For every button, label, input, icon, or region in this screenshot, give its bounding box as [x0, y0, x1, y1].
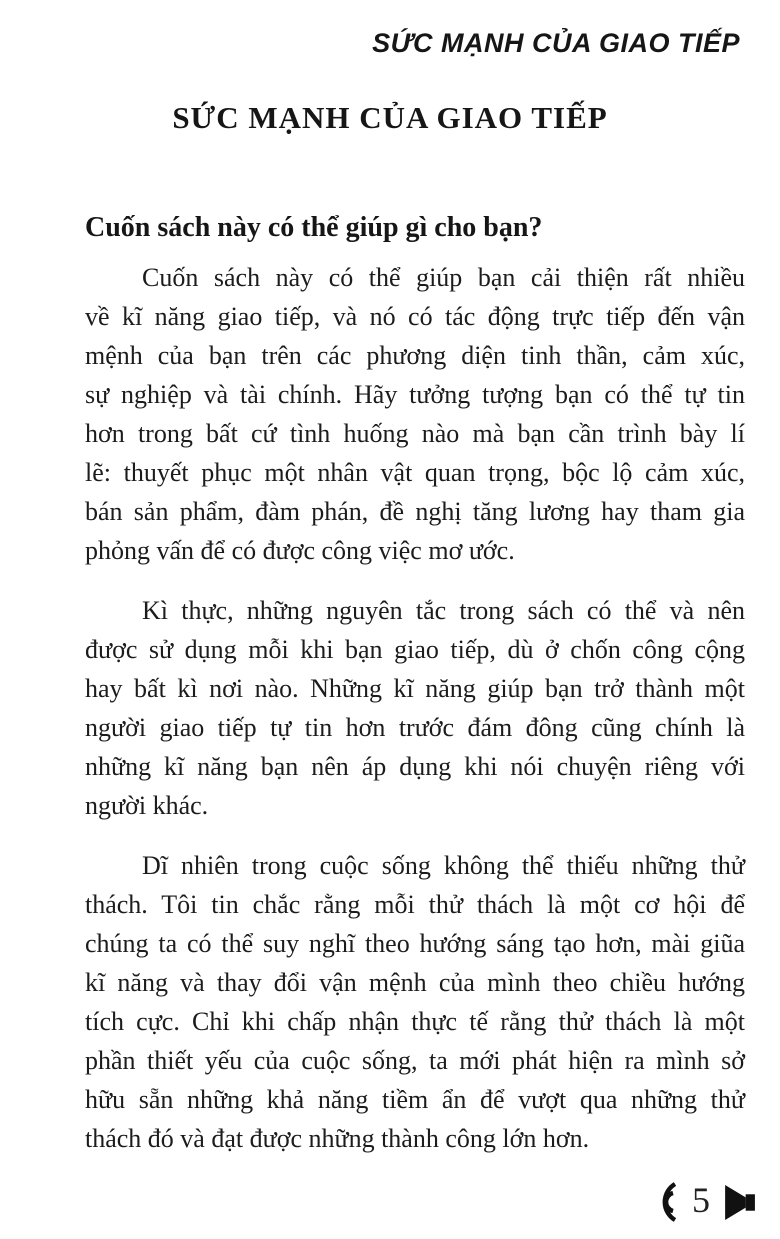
text-line: thách đó và đạt được những thành công lớn hơn. — [85, 1124, 590, 1153]
text-line: phần thiết yếu của cuộc sống, ta mới phát hiện ra mình sở — [85, 1046, 745, 1075]
text-line: kĩ năng và thay đổi vận mệnh của mình theo chiều hướng — [85, 968, 745, 997]
text-line: bán sản phẩm, đàm phán, đề nghị tăng lương hay tham gia — [85, 497, 745, 526]
text-line: người khác. — [85, 791, 209, 820]
paragraph — [85, 591, 745, 825]
sound-waves-icon — [661, 1182, 679, 1222]
page-footer — [661, 1182, 756, 1222]
running-header: SỨC MẠNH CỦA GIAO TIẾP — [372, 28, 740, 58]
text-line: phỏng vấn để có được công việc mơ ước. — [85, 536, 515, 565]
text-line: Kì thực, những nguyên tắc trong sách có thể và nên — [142, 596, 745, 625]
text-line: hay bất kì nơi nào. Những kĩ năng giúp bạn trở thành một — [85, 674, 745, 703]
section-heading: Cuốn sách này có thể giúp gì cho bạn? — [85, 212, 543, 243]
text-line: những kĩ năng bạn nên áp dụng khi nói chuyện riêng với — [85, 752, 745, 781]
paragraph — [85, 846, 745, 1158]
text-line: lẽ: thuyết phục một nhân vật quan trọng, bộc lộ cảm xúc, — [85, 458, 745, 487]
text-line: hơn trong bất cứ tình huống nào mà bạn cần trình bày lí — [85, 419, 745, 448]
text-line: mệnh của bạn trên các phương diện tinh thần, cảm xúc, — [85, 341, 745, 370]
speaker-icon — [723, 1184, 756, 1221]
paragraph — [85, 258, 745, 570]
text-line: được sử dụng mỗi khi bạn giao tiếp, dù ở chốn công cộng — [85, 635, 745, 664]
text-line: thách. Tôi tin chắc rằng mỗi thử thách là một cơ hội để — [85, 890, 745, 919]
text-line: Cuốn sách này có thể giúp bạn cải thiện rất nhiều — [142, 263, 745, 292]
text-line: Dĩ nhiên trong cuộc sống không thể thiếu những thử — [142, 851, 745, 880]
text-line: người giao tiếp tự tin hơn trước đám đông cũng chính là — [85, 713, 745, 742]
page-title: SỨC MẠNH CỦA GIAO TIẾP — [172, 100, 608, 135]
body-text — [85, 258, 745, 1179]
text-line: hữu sẵn những khả năng tiềm ẩn để vượt qua những thử — [85, 1085, 745, 1114]
text-line: chúng ta có thể suy nghĩ theo hướng sáng tạo hơn, mài giũa — [85, 929, 745, 958]
text-line: sự nghiệp và tài chính. Hãy tưởng tượng bạn có thể tự tin — [85, 380, 745, 409]
text-line: về kĩ năng giao tiếp, và nó có tác động trực tiếp đến vận — [85, 302, 745, 331]
text-line: tích cực. Chỉ khi chấp nhận thực tế rằng thử thách là một — [85, 1007, 745, 1036]
page-number: 5 — [692, 1180, 710, 1220]
